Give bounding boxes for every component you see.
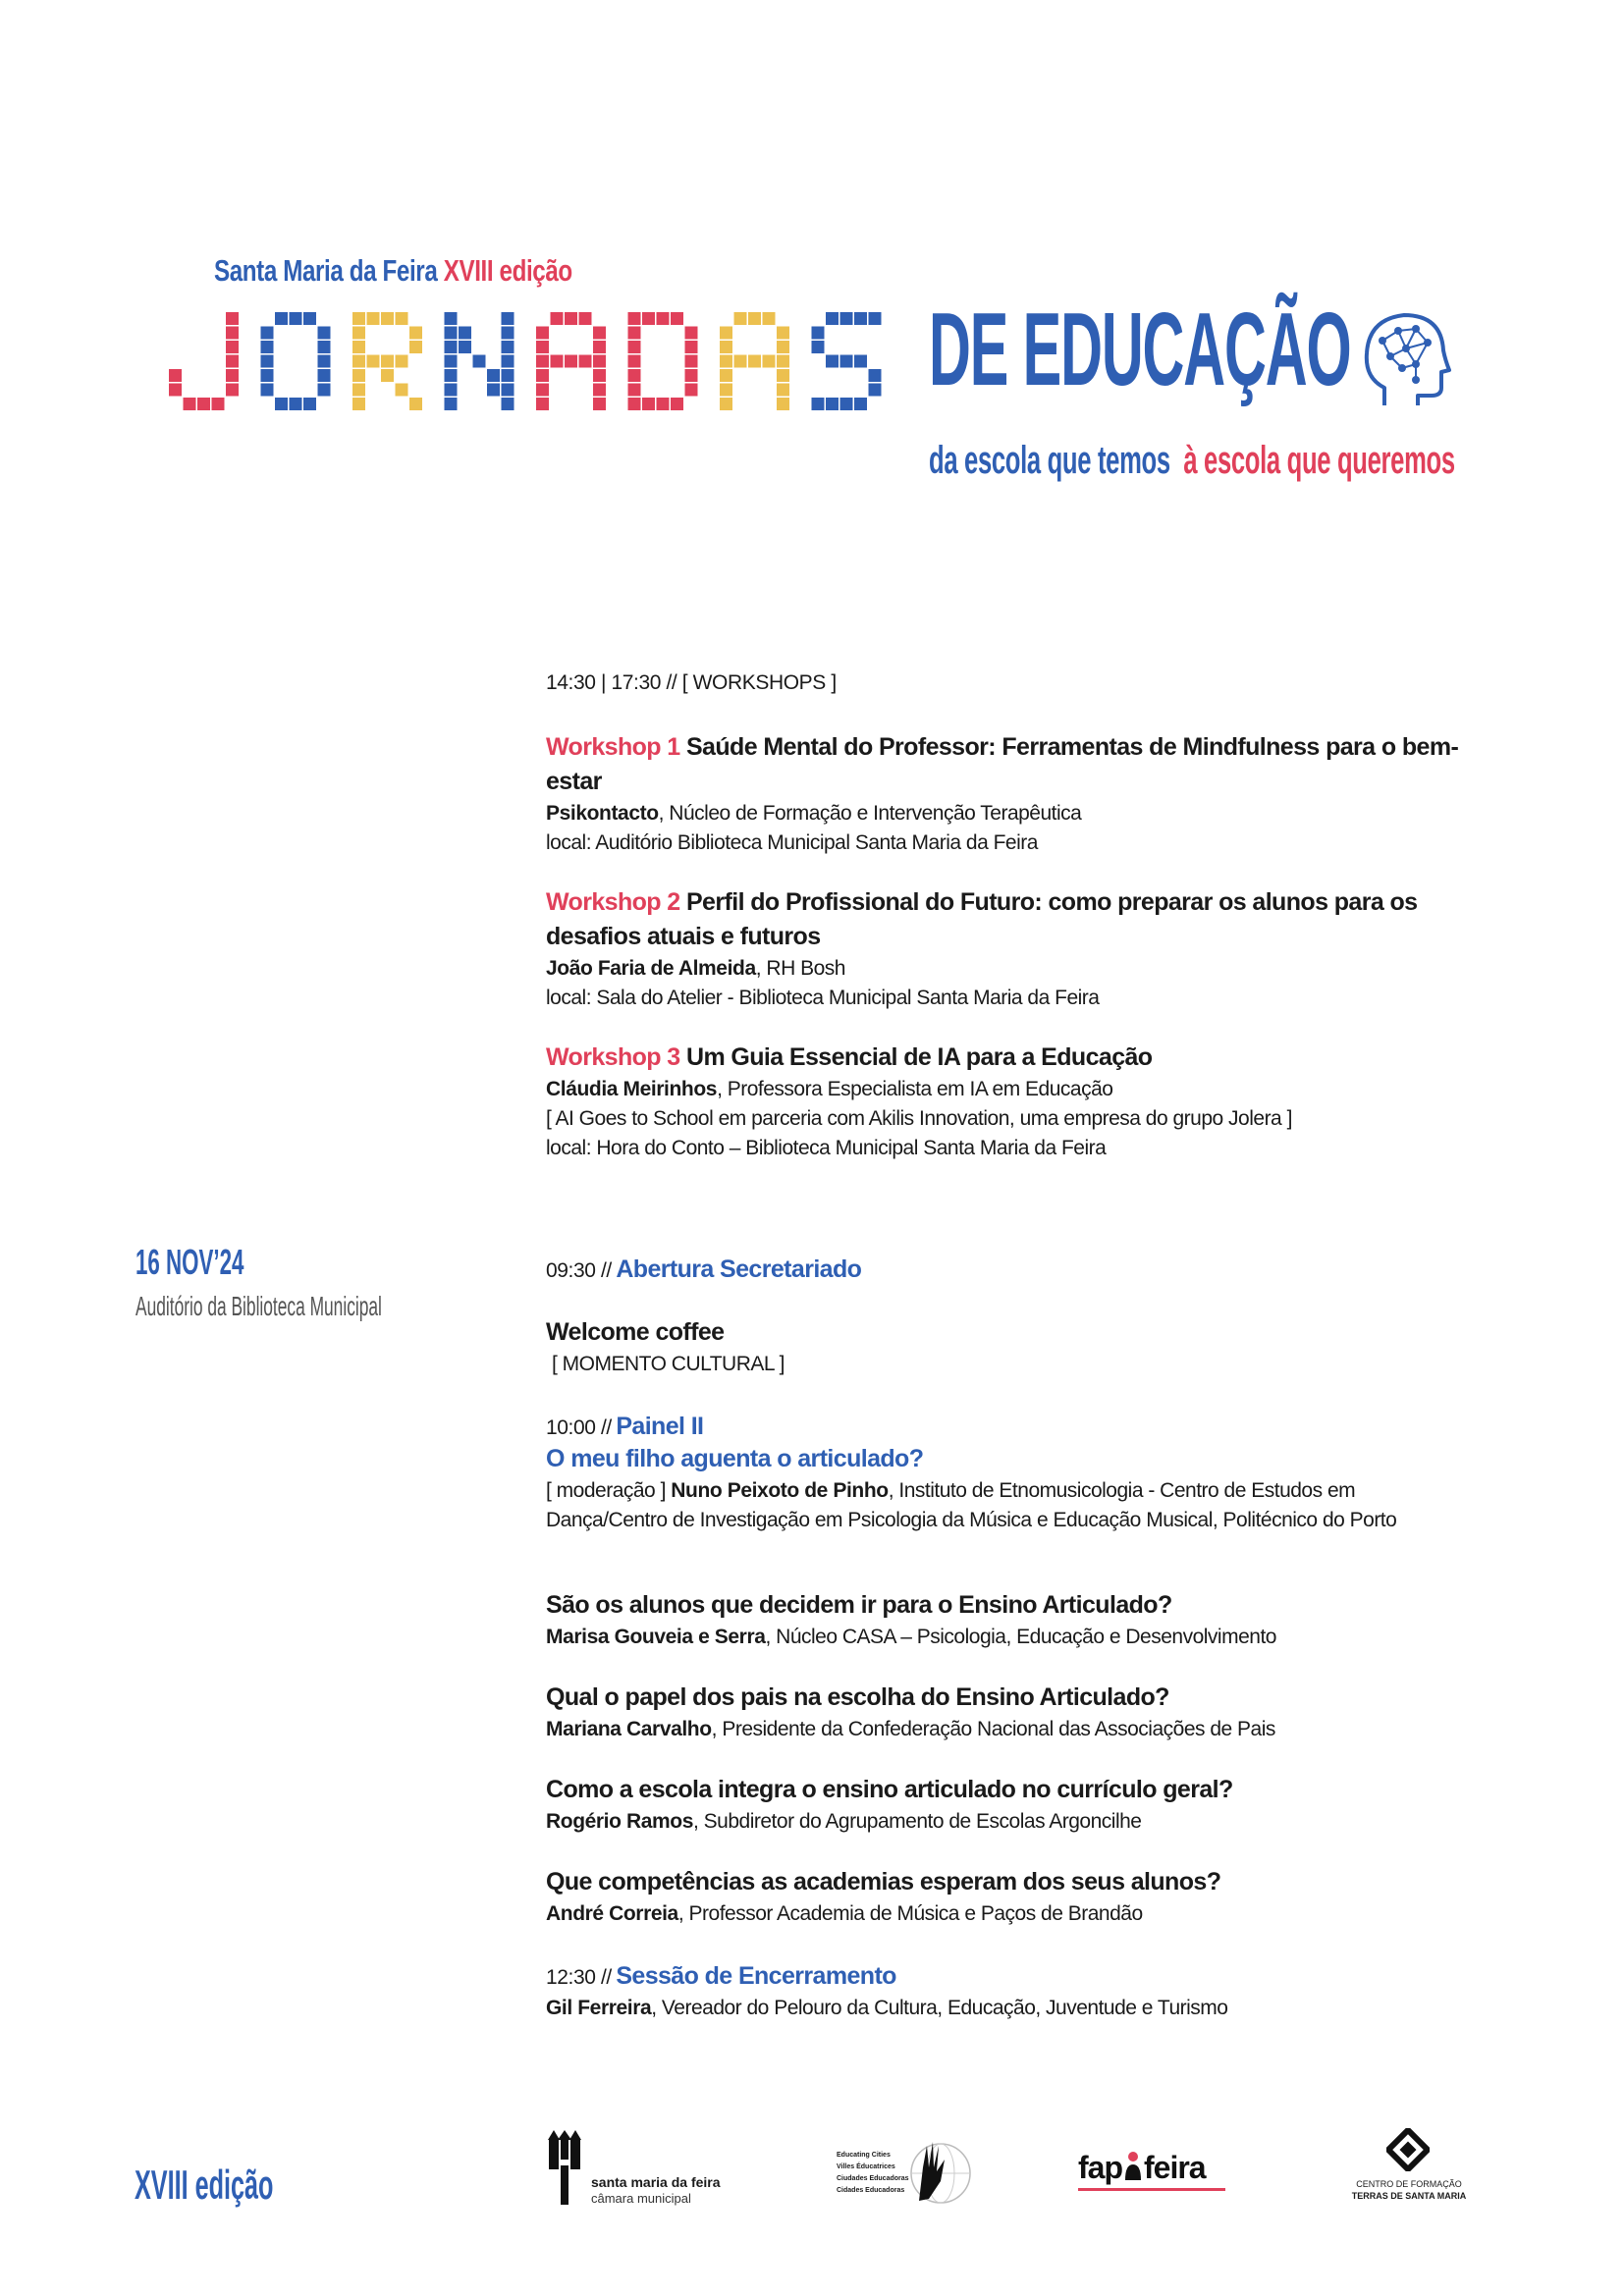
pixel-cell-d bbox=[628, 312, 641, 325]
pixel-cell-a bbox=[720, 398, 732, 410]
pixel-cell-a bbox=[536, 384, 549, 397]
pixel-cell-o bbox=[303, 398, 316, 410]
pixel-cell-j bbox=[169, 369, 182, 382]
pixel-cell-a bbox=[777, 384, 789, 397]
pixel-cell-d bbox=[628, 384, 641, 397]
globe-hand-icon bbox=[835, 2138, 972, 2207]
talk-3-speaker: Rogério Ramos bbox=[546, 1810, 693, 1833]
pixel-cell-d bbox=[671, 398, 683, 410]
pixel-cell-d bbox=[671, 312, 683, 325]
talk-1-speaker-line bbox=[546, 1623, 1469, 1652]
fap-underline bbox=[1078, 2188, 1225, 2191]
workshop-3-extra: [ AI Goes to School em parceria com Akilis Innovation, uma empresa do grupo Jolera ] bbox=[546, 1107, 1292, 1130]
pixel-cell-s bbox=[826, 312, 839, 325]
pixel-cell-r bbox=[352, 384, 365, 397]
pixel-cell-s bbox=[812, 341, 825, 353]
pixel-cell-n bbox=[502, 327, 514, 340]
event-venue: Auditório da Biblioteca Municipal bbox=[135, 1291, 382, 1321]
pixel-cell-s bbox=[869, 384, 882, 397]
header-location: Santa Maria da Feira bbox=[214, 253, 438, 288]
pixel-cell-s bbox=[826, 398, 839, 410]
pixel-cell-n bbox=[487, 369, 500, 382]
pixel-cell-r bbox=[396, 312, 408, 325]
workshop-3-location: local: Hora do Conto – Biblioteca Municipal Santa Maria da Feira bbox=[546, 1137, 1107, 1159]
pixel-cell-a bbox=[720, 369, 732, 382]
pixel-cell-n bbox=[502, 384, 514, 397]
subtitle-part-2: à escola que queremos bbox=[1183, 439, 1455, 482]
pixel-cell-a bbox=[593, 398, 606, 410]
pixel-cell-s bbox=[854, 355, 867, 368]
pixel-cell-o bbox=[318, 355, 331, 368]
pixel-cell-r bbox=[367, 312, 380, 325]
talk-2-title: Qual o papel dos pais na escolha do Ensino Articulado? bbox=[546, 1683, 1169, 1711]
cities-line-4: Cidades Educadoras bbox=[837, 2187, 905, 2194]
pixel-cell-d bbox=[628, 398, 641, 410]
pixel-cell-r bbox=[381, 312, 394, 325]
pixel-cell-s bbox=[854, 312, 867, 325]
pixel-cell-r bbox=[367, 355, 380, 368]
talk-4-role: , Professor Academia de Música e Paços de Brandão bbox=[677, 1902, 1143, 1925]
pixel-cell-d bbox=[642, 312, 655, 325]
pixel-cell-a bbox=[720, 341, 732, 353]
closing-title: Sessão de Encerramento bbox=[616, 1962, 896, 1990]
pixel-cell-s bbox=[840, 355, 853, 368]
pixel-cell-j bbox=[226, 341, 239, 353]
smf-logo bbox=[546, 2130, 732, 2209]
pixel-cell-d bbox=[628, 369, 641, 382]
pixel-cell-o bbox=[318, 327, 331, 340]
pixel-cell-s bbox=[812, 398, 825, 410]
pixel-cell-a bbox=[734, 355, 747, 368]
closing-time: 12:30 // bbox=[546, 1966, 612, 1989]
closing-speaker: Gil Ferreira bbox=[546, 1997, 652, 2019]
cities-line-3: Ciudades Educadoras bbox=[837, 2175, 909, 2182]
family-figure-icon bbox=[1122, 2151, 1144, 2182]
pixel-cell-o bbox=[303, 312, 316, 325]
header-edition: XVIII edição bbox=[443, 253, 572, 288]
workshop-2-speaker-role: , RH Bosh bbox=[755, 957, 845, 980]
pixel-cell-a bbox=[579, 312, 592, 325]
pixel-cell-n bbox=[502, 341, 514, 353]
centro-line-2: TERRAS DE SANTA MARIA bbox=[1351, 2191, 1467, 2201]
talk-3-role: , Subdiretor do Agrupamento de Escolas Argoncilhe bbox=[693, 1810, 1142, 1833]
pixel-cell-d bbox=[642, 398, 655, 410]
pixel-cell-o bbox=[275, 398, 288, 410]
pixel-cell-o bbox=[318, 341, 331, 353]
pixel-cell-s bbox=[826, 355, 839, 368]
pixel-cell-j bbox=[226, 369, 239, 382]
pixel-cell-r bbox=[352, 355, 365, 368]
pixel-cell-n bbox=[445, 312, 458, 325]
pixel-cell-o bbox=[318, 384, 331, 397]
pixel-cell-n bbox=[502, 355, 514, 368]
workshops-time: 14:30 | 17:30 // [ WORKSHOPS ] bbox=[546, 671, 837, 694]
pixel-cell-d bbox=[685, 384, 698, 397]
pixel-cell-n bbox=[445, 369, 458, 382]
pixel-cell-r bbox=[396, 384, 408, 397]
pixel-cell-j bbox=[184, 398, 196, 410]
moderator-name: Nuno Peixoto de Pinho bbox=[671, 1479, 889, 1502]
talk-1-title: São os alunos que decidem ir para o Ensino Articulado? bbox=[546, 1591, 1172, 1619]
pixel-cell-s bbox=[812, 327, 825, 340]
pixel-cell-n bbox=[445, 384, 458, 397]
pixel-cell-a bbox=[579, 355, 592, 368]
pixel-cell-a bbox=[763, 355, 776, 368]
pixel-cell-r bbox=[352, 312, 365, 325]
pixel-cell-o bbox=[318, 369, 331, 382]
pixel-cell-d bbox=[685, 341, 698, 353]
pixel-cell-r bbox=[381, 369, 394, 382]
moderator-role: , Instituto de Etnomusicologia - Centro de Estudos em Dança/Centro de Investigação em Psicologia da Música e Educação Musical, Politécnico do Porto bbox=[546, 1479, 1397, 1531]
pixel-cell-a bbox=[551, 312, 564, 325]
talk-2-speaker-line bbox=[546, 1715, 1469, 1744]
event-date: 16 NOV’24 bbox=[135, 1242, 244, 1282]
workshop-3-speaker-line bbox=[546, 1075, 1469, 1104]
pixel-cell-n bbox=[473, 355, 486, 368]
pixel-cell-n bbox=[502, 312, 514, 325]
pixel-cell-r bbox=[352, 369, 365, 382]
pixel-cell-a bbox=[593, 341, 606, 353]
pixel-cell-n bbox=[502, 398, 514, 410]
talk-3-speaker-line bbox=[546, 1807, 1469, 1837]
jornadas-pixel-title bbox=[169, 312, 913, 412]
closing-block bbox=[546, 1959, 1469, 2023]
workshop-2-label: Workshop 2 bbox=[546, 888, 680, 916]
workshop-3-title: Um Guia Essencial de IA para a Educação bbox=[685, 1043, 1153, 1071]
opening-row bbox=[546, 1253, 1469, 1287]
workshop-2-location: local: Sala do Atelier - Biblioteca Municipal Santa Maria da Feira bbox=[546, 987, 1100, 1009]
pixel-cell-a bbox=[593, 384, 606, 397]
pixel-cell-s bbox=[840, 398, 853, 410]
pixel-cell-d bbox=[657, 312, 670, 325]
pixel-cell-j bbox=[197, 398, 210, 410]
pixel-cell-a bbox=[593, 327, 606, 340]
workshop-1-title: Saúde Mental do Professor: Ferramentas de Mindfulness para o bem-estar bbox=[546, 733, 1459, 795]
pixel-cell-j bbox=[226, 355, 239, 368]
diamond-icon bbox=[1386, 2128, 1430, 2171]
pixel-cell-a bbox=[777, 327, 789, 340]
pixel-cell-a bbox=[565, 355, 577, 368]
panel-block bbox=[546, 1410, 1469, 1535]
pixel-cell-a bbox=[763, 312, 776, 325]
pixel-cell-j bbox=[169, 384, 182, 397]
pixel-cell-a bbox=[593, 369, 606, 382]
talk-4-speaker: André Correia bbox=[546, 1902, 678, 1925]
talk-4-title: Que competências as academias esperam dos seus alunos? bbox=[546, 1868, 1221, 1896]
pixel-cell-j bbox=[226, 384, 239, 397]
workshop-3 bbox=[546, 1041, 1469, 1163]
pixel-cell-a bbox=[777, 341, 789, 353]
pixel-cell-n bbox=[487, 384, 500, 397]
header-subtitle bbox=[929, 439, 1455, 483]
moderation-prefix: [ moderação ] bbox=[546, 1479, 666, 1502]
pixel-cell-a bbox=[536, 341, 549, 353]
workshop-2-speaker-line bbox=[546, 954, 1469, 984]
pixel-cell-n bbox=[459, 327, 471, 340]
pixel-cell-a bbox=[748, 312, 761, 325]
pixel-cell-a bbox=[565, 312, 577, 325]
talk-1-speaker: Marisa Gouveia e Serra bbox=[546, 1626, 766, 1648]
pixel-cell-o bbox=[261, 384, 274, 397]
workshop-1-speaker-line bbox=[546, 799, 1469, 828]
cities-line-1: Educating Cities bbox=[837, 2152, 891, 2159]
pixel-cell-r bbox=[352, 398, 365, 410]
pixel-cell-o bbox=[290, 312, 302, 325]
panel-label: Painel II bbox=[616, 1413, 704, 1440]
pixel-cell-n bbox=[445, 327, 458, 340]
workshop-1-heading bbox=[546, 730, 1469, 799]
pixel-cell-r bbox=[409, 327, 422, 340]
pixel-cell-a bbox=[593, 355, 606, 368]
talk-1-role: , Núcleo CASA – Psicologia, Educação e Desenvolvimento bbox=[765, 1626, 1276, 1648]
coffee-title: Welcome coffee bbox=[546, 1318, 725, 1346]
talk-2-speaker: Mariana Carvalho bbox=[546, 1718, 712, 1740]
pixel-cell-o bbox=[261, 355, 274, 368]
pixel-cell-r bbox=[409, 398, 422, 410]
pixel-cell-a bbox=[777, 398, 789, 410]
pixel-cell-a bbox=[536, 369, 549, 382]
pixel-cell-o bbox=[261, 341, 274, 353]
castle-icon bbox=[546, 2130, 583, 2207]
pixel-cell-a bbox=[777, 355, 789, 368]
pixel-cell-o bbox=[261, 369, 274, 382]
pixel-cell-d bbox=[628, 341, 641, 353]
pixel-cell-j bbox=[212, 398, 225, 410]
talk-3 bbox=[546, 1773, 1469, 1837]
talk-4 bbox=[546, 1865, 1469, 1929]
pixel-cell-n bbox=[502, 369, 514, 382]
coffee-note: [ MOMENTO CULTURAL ] bbox=[552, 1353, 785, 1375]
cities-line-2: Villes Éducatrices bbox=[837, 2163, 895, 2170]
workshop-2-heading bbox=[546, 885, 1469, 954]
panel-moderation bbox=[546, 1476, 1469, 1535]
pixel-cell-o bbox=[261, 327, 274, 340]
talk-3-title: Como a escola integra o ensino articulado no currículo geral? bbox=[546, 1776, 1233, 1803]
pixel-cell-n bbox=[459, 341, 471, 353]
workshop-1-location: local: Auditório Biblioteca Municipal Santa Maria da Feira bbox=[546, 831, 1038, 854]
panel-title: O meu filho aguenta o articulado? bbox=[546, 1445, 924, 1472]
pixel-cell-s bbox=[840, 312, 853, 325]
pixel-cell-a bbox=[748, 355, 761, 368]
closing-speaker-line bbox=[546, 1994, 1469, 2023]
workshop-1-speaker: Psikontacto bbox=[546, 802, 659, 825]
header-title: DE EDUCAÇÃO bbox=[929, 292, 1351, 407]
pixel-cell-a bbox=[720, 384, 732, 397]
brain-head-icon bbox=[1355, 309, 1453, 412]
pixel-cell-s bbox=[869, 312, 882, 325]
pixel-cell-o bbox=[275, 312, 288, 325]
workshop-1-label: Workshop 1 bbox=[546, 733, 680, 761]
workshop-3-speaker: Cláudia Meirinhos bbox=[546, 1078, 718, 1100]
talk-4-speaker-line bbox=[546, 1899, 1469, 1929]
talk-2 bbox=[546, 1681, 1469, 1744]
panel-time: 10:00 // bbox=[546, 1416, 612, 1439]
talk-2-role: , Presidente da Confederação Nacional das Associações de Pais bbox=[711, 1718, 1275, 1740]
workshop-1-speaker-role: , Núcleo de Formação e Intervenção Terapêutica bbox=[658, 802, 1082, 825]
workshop-2-speaker: João Faria de Almeida bbox=[546, 957, 756, 980]
smf-name: santa maria da feira bbox=[591, 2174, 721, 2190]
pixel-cell-a bbox=[734, 312, 747, 325]
pixel-cell-d bbox=[685, 327, 698, 340]
subtitle-part-1: da escola que temos bbox=[929, 439, 1170, 482]
centro-formacao-logo bbox=[1335, 2128, 1483, 2207]
pixel-cell-a bbox=[536, 327, 549, 340]
footer-edition: XVIII edição bbox=[135, 2162, 274, 2208]
talk-1 bbox=[546, 1588, 1469, 1652]
pixel-cell-n bbox=[445, 355, 458, 368]
coffee-block bbox=[546, 1315, 1469, 1379]
opening-title: Abertura Secretariado bbox=[616, 1255, 862, 1283]
pixel-cell-r bbox=[381, 355, 394, 368]
workshop-3-label: Workshop 3 bbox=[546, 1043, 680, 1071]
pixel-cell-r bbox=[352, 341, 365, 353]
fap-text: fap bbox=[1078, 2150, 1122, 2185]
pixel-cell-j bbox=[226, 312, 239, 325]
pixel-cell-a bbox=[720, 355, 732, 368]
pixel-cell-n bbox=[445, 341, 458, 353]
pixel-cell-r bbox=[396, 355, 408, 368]
pixel-cell-r bbox=[409, 341, 422, 353]
pixel-cell-o bbox=[290, 398, 302, 410]
pixel-cell-j bbox=[226, 327, 239, 340]
closing-role: , Vereador do Pelouro da Cultura, Educação, Juventude e Turismo bbox=[651, 1997, 1228, 2019]
workshop-3-heading bbox=[546, 1041, 1469, 1075]
centro-line-1: CENTRO DE FORMAÇÃO bbox=[1356, 2179, 1462, 2189]
smf-sub: câmara municipal bbox=[591, 2191, 691, 2206]
pixel-cell-d bbox=[685, 355, 698, 368]
feira-text: feira bbox=[1144, 2150, 1206, 2185]
workshop-3-speaker-role: , Professora Especialista em IA em Educação bbox=[717, 1078, 1113, 1100]
pixel-cell-a bbox=[551, 355, 564, 368]
workshop-1 bbox=[546, 730, 1469, 858]
pixel-cell-d bbox=[657, 398, 670, 410]
pixel-cell-d bbox=[628, 327, 641, 340]
pixel-cell-r bbox=[352, 327, 365, 340]
pixel-cell-a bbox=[720, 327, 732, 340]
opening-time: 09:30 // bbox=[546, 1259, 612, 1282]
pixel-cell-d bbox=[685, 369, 698, 382]
pixel-cell-s bbox=[854, 398, 867, 410]
fapfeira-logo bbox=[1078, 2150, 1245, 2209]
workshop-2-title: Perfil do Profissional do Futuro: como preparar os alunos para os desafios atuais e futuros bbox=[546, 888, 1418, 950]
pixel-cell-a bbox=[777, 369, 789, 382]
pixel-cell-a bbox=[536, 398, 549, 410]
workshop-2 bbox=[546, 885, 1469, 1013]
pixel-cell-n bbox=[445, 398, 458, 410]
pixel-cell-a bbox=[536, 355, 549, 368]
educating-cities-logo bbox=[835, 2138, 972, 2207]
header-edition-line bbox=[214, 253, 572, 289]
pixel-cell-d bbox=[628, 355, 641, 368]
pixel-cell-s bbox=[869, 369, 882, 382]
